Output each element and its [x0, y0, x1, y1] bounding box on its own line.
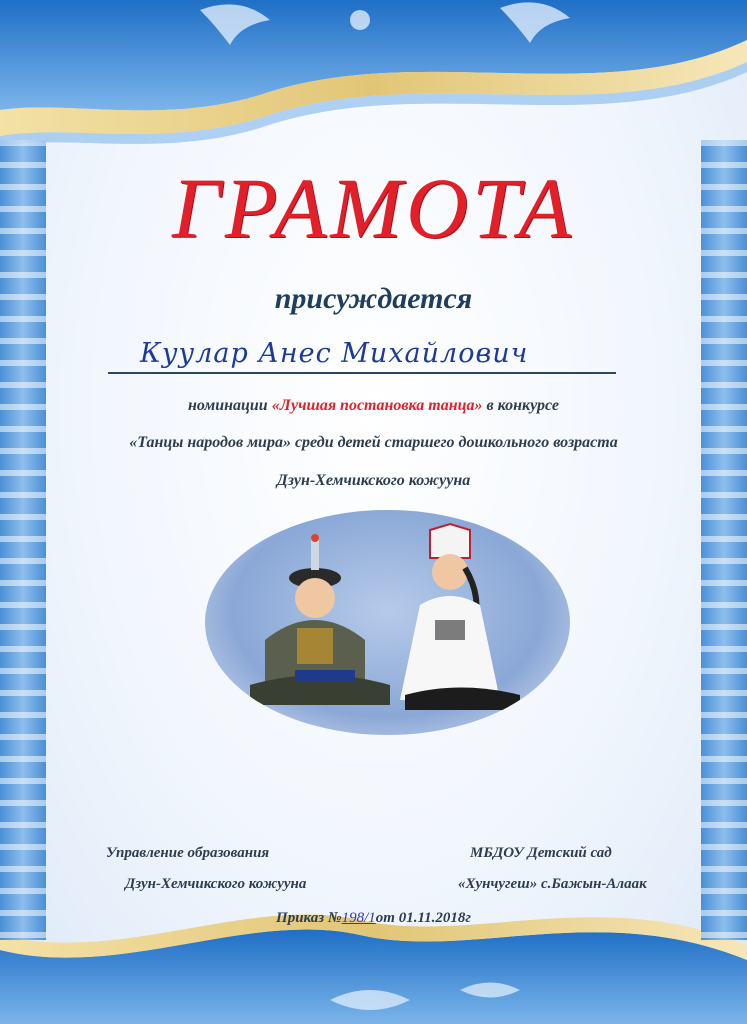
issuer-right-line2: «Хунчугеш» с.Бажын-Алаак [458, 876, 647, 892]
recipient-name: Куулар Анес Михайлович [140, 338, 529, 369]
order-suffix: от 01.11.2018г [375, 910, 471, 926]
order-number: 198/1 [341, 910, 376, 926]
nomination-prefix: номинации [187, 397, 268, 414]
name-underline [108, 372, 616, 374]
boy-figure [250, 534, 390, 705]
left-ornament-border [0, 140, 46, 940]
nomination-line [0, 397, 747, 415]
order-line [0, 910, 747, 927]
district-line: Дзун-Хемчикского кожууна [276, 472, 471, 489]
certificate-title: ГРАМОТА [171, 160, 576, 256]
nomination-suffix: в конкурсе [486, 397, 559, 414]
awarded-label: присуждается [274, 282, 473, 315]
issuer-left-line1: Управление образования [106, 845, 270, 861]
issuer-left-line2: Дзун-Хемчикского кожууна [125, 876, 307, 892]
children-photo [205, 510, 570, 735]
contest-line: «Танцы народов мира» среди детей старшего дошкольного возраста [129, 434, 618, 451]
nomination-title: «Лучшая постановка танца» [271, 397, 483, 414]
children-illustration [205, 510, 570, 735]
issuer-right-line1: МБДОУ Детский сад [470, 845, 612, 861]
right-ornament-border [701, 140, 747, 940]
girl-figure [400, 524, 520, 710]
order-prefix: Приказ № [276, 910, 342, 926]
